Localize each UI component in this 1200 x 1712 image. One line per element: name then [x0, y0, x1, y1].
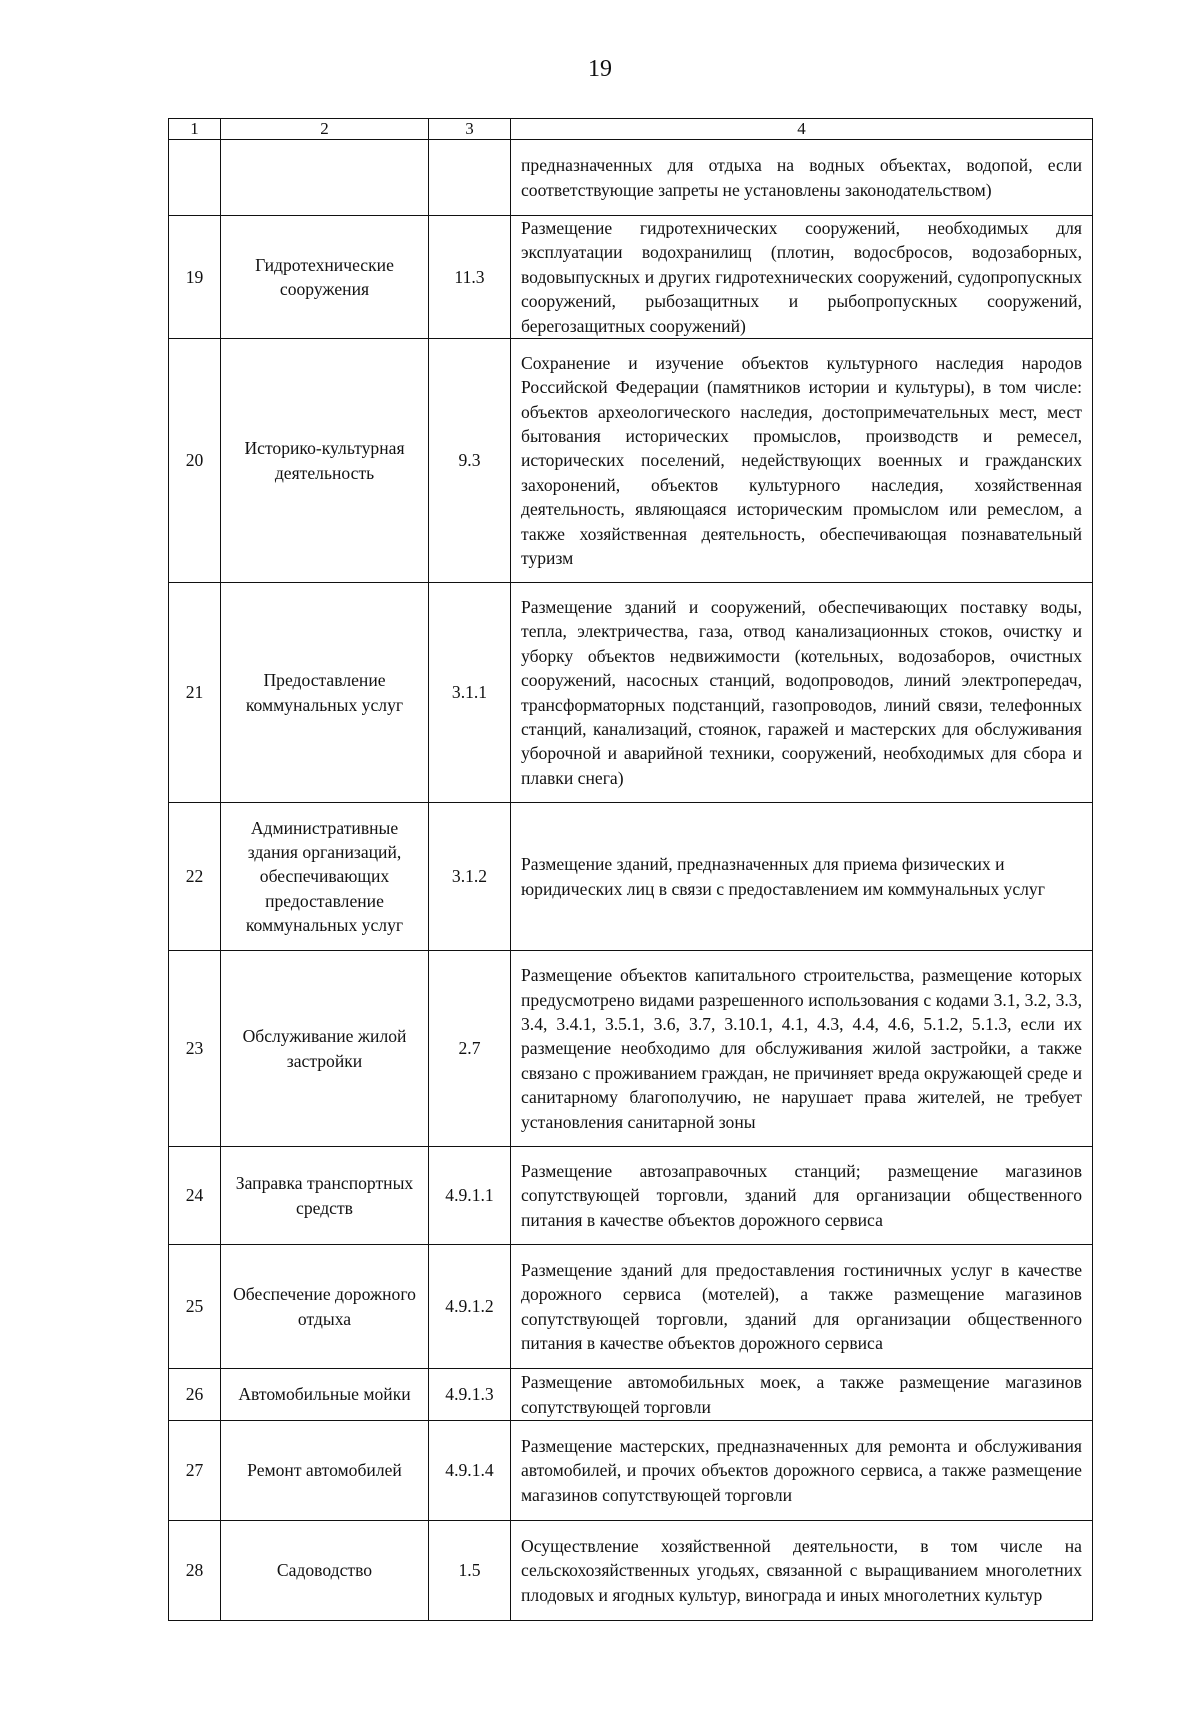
row-number: 25 [169, 1245, 221, 1369]
use-type-description: Размещение зданий и сооружений, обеспечивающих поставку воды, тепла, электричества, газа, отвод канализационных стоков, очистку и уборку объектов недвижимости (котельных, водозаборов, очистных сооружений, насосных станций, водопроводов, линий электропередач, трансформаторных подстанций, газопроводов, линий связи, телефонных станций, канализаций, стоянок, гаражей и мастерских для обслуживания уборочной и аварийной техники, сооружений, необходимых для сбора и плавки снега) [511, 583, 1093, 803]
row-number: 23 [169, 951, 221, 1147]
table-row [169, 1147, 1093, 1245]
use-type-code: 9.3 [429, 339, 511, 583]
use-type-name: Обеспечение дорожного отдыха [221, 1245, 429, 1369]
row-number: 24 [169, 1147, 221, 1245]
use-type-name: Садоводство [221, 1521, 429, 1621]
use-type-description: предназначенных для отдыха на водных объектах, водопой, если соответствующие запреты не установлены законодательством) [511, 140, 1093, 216]
table-row [169, 140, 1093, 216]
header-col-4: 4 [511, 119, 1093, 140]
use-type-name: Историко-культурная деятельность [221, 339, 429, 583]
row-number: 19 [169, 216, 221, 339]
use-type-name: Обслуживание жилой застройки [221, 951, 429, 1147]
table-row [169, 583, 1093, 803]
use-type-description: Размещение объектов капитального строительства, размещение которых предусмотрено видами разрешенного использования с кодами 3.1, 3.2, 3.3, 3.4, 3.4.1, 3.5.1, 3.6, 3.7, 3.10.1, 4.1, 4.3, 4.4, 4.6, 5.1.2, 5.1.3, если их размещение необходимо для обслуживания жилой застройки, а также связано с проживанием граждан, не причиняет вреда окружающей среде и санитарному благополучию, не нарушает права жителей, не требует установления санитарной зоны [511, 951, 1093, 1147]
row-number: 21 [169, 583, 221, 803]
table-row [169, 1421, 1093, 1521]
row-number: 26 [169, 1369, 221, 1421]
table-row [169, 1369, 1093, 1421]
table-row [169, 1521, 1093, 1621]
row-number: 28 [169, 1521, 221, 1621]
header-col-3: 3 [429, 119, 511, 140]
use-type-description: Размещение зданий для предоставления гостиничных услуг в качестве дорожного сервиса (мотелей), а также размещение магазинов сопутствующей торговли, зданий для организации общественного питания в качестве объектов дорожного сервиса [511, 1245, 1093, 1369]
use-type-code: 3.1.2 [429, 803, 511, 951]
land-use-table [168, 118, 1093, 1621]
use-type-name: Административные здания организаций, обеспечивающих предоставление коммунальных услуг [221, 803, 429, 951]
table-row [169, 216, 1093, 339]
use-type-description: Размещение гидротехнических сооружений, необходимых для эксплуатации водохранилищ (плотин, водосбросов, водозаборных, водовыпускных и других гидротехнических сооружений, судопропускных сооружений, рыбозащитных и рыбопропускных сооружений, берегозащитных сооружений) [511, 216, 1093, 339]
table-row [169, 803, 1093, 951]
use-type-description: Осуществление хозяйственной деятельности, в том числе на сельскохозяйственных угодьях, связанной с выращиванием многолетних плодовых и ягодных культур, винограда и иных многолетних культур [511, 1521, 1093, 1621]
use-type-description: Размещение зданий, предназначенных для приема физических и юридических лиц в связи с предоставлением им коммунальных услуг [511, 803, 1093, 951]
use-type-description: Размещение мастерских, предназначенных для ремонта и обслуживания автомобилей, и прочих объектов дорожного сервиса, а также размещение магазинов сопутствующей торговли [511, 1421, 1093, 1521]
use-type-name [221, 140, 429, 216]
row-number: 20 [169, 339, 221, 583]
use-type-code: 2.7 [429, 951, 511, 1147]
use-type-name: Гидротехнические сооружения [221, 216, 429, 339]
use-type-code: 4.9.1.1 [429, 1147, 511, 1245]
table-row [169, 1245, 1093, 1369]
row-number: 22 [169, 803, 221, 951]
use-type-code [429, 140, 511, 216]
use-type-code: 4.9.1.3 [429, 1369, 511, 1421]
use-type-description: Сохранение и изучение объектов культурного наследия народов Российской Федерации (памятников истории и культуры), в том числе: объектов археологического наследия, достопримечательных мест, мест бытования исторических промыслов, производств и ремесел, исторических поселений, недействующих военных и гражданских захоронений, объектов культурного наследия, хозяйственная деятельность, являющаяся историческим промыслом или ремеслом, а также хозяйственная деятельность, обеспечивающая познавательный туризм [511, 339, 1093, 583]
use-type-name: Автомобильные мойки [221, 1369, 429, 1421]
use-type-code: 11.3 [429, 216, 511, 339]
use-type-name: Ремонт автомобилей [221, 1421, 429, 1521]
use-type-description: Размещение автозаправочных станций; размещение магазинов сопутствующей торговли, зданий для организации общественного питания в качестве объектов дорожного сервиса [511, 1147, 1093, 1245]
use-type-name: Заправка транспортных средств [221, 1147, 429, 1245]
use-type-code: 3.1.1 [429, 583, 511, 803]
table-header-row [169, 119, 1093, 140]
row-number: 27 [169, 1421, 221, 1521]
use-type-name: Предоставление коммунальных услуг [221, 583, 429, 803]
use-type-code: 4.9.1.2 [429, 1245, 511, 1369]
use-type-code: 1.5 [429, 1521, 511, 1621]
table-row [169, 951, 1093, 1147]
header-col-2: 2 [221, 119, 429, 140]
use-type-description: Размещение автомобильных моек, а также размещение магазинов сопутствующей торговли [511, 1369, 1093, 1421]
row-number [169, 140, 221, 216]
use-type-code: 4.9.1.4 [429, 1421, 511, 1521]
header-col-1: 1 [169, 119, 221, 140]
table-row [169, 339, 1093, 583]
page-number: 19 [588, 56, 612, 82]
